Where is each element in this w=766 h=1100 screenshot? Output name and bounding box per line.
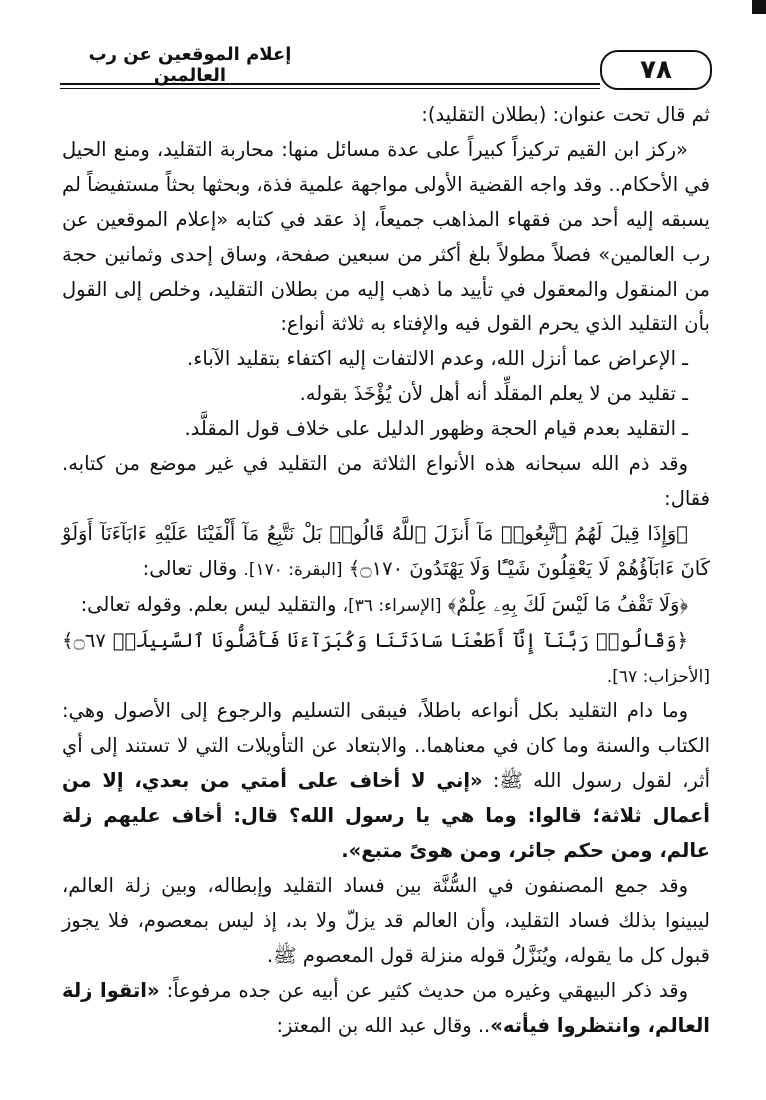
paragraph-3 <box>62 694 710 869</box>
paragraph-1: «ركز ابن القيم تركيزاً كبيراً على عدة مسائل منها: محاربة التقليد، ومنع الحيل في الأحكام.. وقد واجه القضية الأولى مواجهة علمية فذة، وبحثها بحثاً مستفيضاً لم يسبقه إليه أحد من فقهاء المذاهب جميعاً، إذ عقد في كتابه «إعلام الموقعين عن رب العالمين» فصلاً مطولاً بلغ أكثر من سبعين صفحة، وساق إحدى وثمانين حجة من المنقول والمعقول في تأييد ما ذهب إليه من بطلان التقليد، وخلص إلى القول بأن التقليد الذي يحرم القول فيه والإفتاء به ثلاثة أنواع: <box>62 137 710 336</box>
quran-verse-1: ﴿وَإِذَا قِيلَ لَهُمُ ٱتَّبِعُوا۟ مَآ أَنزَلَ ٱللَّهُ قَالُوا۟ بَلْ نَتَّبِعُ مَآ أَلْفَيْنَا عَلَيْهِ ءَابَآءَنَآ أَوَلَوْ كَانَ ءَابَآؤُهُمْ لَا يَعْقِلُونَ شَيْـًٔا وَلَا يَهْتَدُونَ ۝١٧٠﴾ <box>62 521 710 580</box>
verse-1-reference: [البقرة: ١٧٠]. <box>243 559 343 580</box>
list-item-1: ـ الإعراض عما أنزل الله، وعدم الالتفات إليه اكتفاء بتقليد الآباء. <box>187 347 688 371</box>
header-rule <box>60 83 600 85</box>
book-title: إعلام الموقعين عن رب العالمين <box>88 44 292 86</box>
corner-mark <box>752 0 766 14</box>
page-number: ٧٨ <box>600 50 712 90</box>
quran-verse-3: ﴿وَقَالُوا۟ رَبَّنَآ إِنَّآ أَطَعْنَا سَادَتَنَا وَكُبَرَآءَنَا فَأَضَلُّونَا ٱلسَّبِيلَا۠ ۝٦٧﴾ <box>62 628 688 652</box>
verse-block-3 <box>62 624 710 695</box>
verse-block-2 <box>62 588 710 624</box>
paragraph-5-tail: .. وقال عبد الله بن المعتز: <box>276 1013 491 1037</box>
page-body <box>62 98 710 1043</box>
quran-verse-2: ﴿وَلَا تَقْفُ مَا لَيْسَ لَكَ بِهِۦ عِلْمٌ﴾ <box>447 592 688 616</box>
verse-3-reference: [الأحزاب: ٦٧]. <box>606 666 710 687</box>
list-item-2: ـ تقليد من لا يعلم المقلِّد أنه أهل لأن يُؤْخَذَ بقوله. <box>299 382 688 406</box>
paragraph-5 <box>62 974 710 1044</box>
verse-block-1 <box>62 517 710 588</box>
hadith-quote-2: «اتقوا زلة العالم، وانتظروا فيأته» <box>62 978 710 1037</box>
paragraph-3-text: وما دام التقليد بكل أنواعه باطلاً، فيبقى التسليم والرجوع إلى الأصول وهي: الكتاب والسنة وما كان في معناهما.. والابتعاد عن التأويلات التي لا تستند إلى أي أثر، لقول رسول الله ﷺ: <box>62 699 710 793</box>
hadith-quote-1: «إني لا أخاف على أمتي من بعدي، إلا من أعمال ثلاثة؛ قالوا: وما هي يا رسول الله؟ قال: أخاف عليهم زلة عالم، ومن حكم جائر، ومن هوىً متبع». <box>62 769 710 863</box>
verse-2-followup: والتقليد ليس بعلم. وقوله تعالى: <box>80 592 337 616</box>
verse-1-followup: وقال تعالى: <box>142 556 238 580</box>
list-item-3: ـ التقليد بعدم قيام الحجة وظهور الدليل على خلاف قول المقلَّد. <box>184 417 688 441</box>
intro-line: ثم قال تحت عنوان: (بطلان التقليد): <box>421 103 710 126</box>
paragraph-4: وقد جمع المصنفون في السُّنَّة بين فساد التقليد وإبطاله، وبين زلة العالم، ليبينوا بذلك فساد التقليد، وأن العالم قد يزلّ ولا بد، إذ ليس بمعصوم، فلا يجوز قبول كل ما يقوله، ويُنَزَّلُ قوله منزلة قول المعصوم ﷺ. <box>62 873 710 967</box>
verse-2-reference: [الإسراء: ٣٦]، <box>342 595 442 616</box>
paragraph-5-text: وقد ذكر البيهقي وغيره من حديث كثير عن أبيه عن جده مرفوعاً: <box>166 978 689 1002</box>
page-header <box>0 0 766 96</box>
paragraph-2: وقد ذم الله سبحانه هذه الأنواع الثلاثة من التقليد في غير موضع من كتابه. فقال: <box>62 452 710 510</box>
header-rule-thin <box>60 88 600 89</box>
